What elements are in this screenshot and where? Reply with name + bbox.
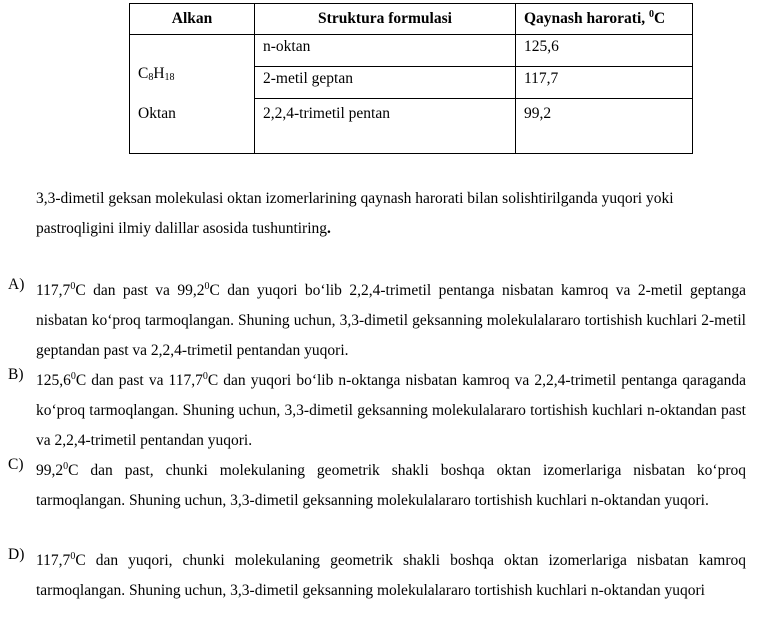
degree-sup: 0	[649, 9, 655, 20]
boiling-cell: 117,7	[516, 67, 693, 99]
header-structure: Struktura formulasi	[255, 4, 516, 35]
header-boiling-label: Qaynash harorati,	[524, 10, 650, 27]
question-end-mark: .	[327, 220, 331, 237]
table-row	[130, 35, 693, 67]
header-boiling-unit: C	[654, 10, 666, 27]
header-boiling-point	[516, 4, 693, 35]
header-alkan: Alkan	[130, 4, 255, 35]
table-header-row	[130, 4, 693, 35]
structure-cell: 2,2,4-trimetil pentan	[255, 99, 516, 154]
answer-option-d[interactable]	[8, 546, 746, 606]
answer-option-c[interactable]	[8, 456, 746, 516]
answer-option-a[interactable]	[8, 276, 746, 366]
question-text: 3,3-dimetil geksan molekulasi oktan izomerlarining qaynash harorati bilan solishtirilganda yuqori yoki pastroqligini ilmiy dalillar asosida tushuntiring.	[36, 190, 674, 237]
option-text: 125,6$^0$C dan past va 117,7$^0$C dan yuqori bo‘lib n-oktanga nisbatan kamroq va 2,2,4-trimetil pentanga qaraganda ko‘proq tarmoqlangan. Shuning uchun, 3,3-dimetil geksanning molekulalararo tortishish kuchlari n-oktandan past va 2,2,4-trimetil pentandan yuqori.	[36, 371, 746, 449]
boiling-point-table	[129, 3, 693, 154]
answer-option-b[interactable]	[8, 366, 746, 456]
option-letter: A)	[8, 276, 25, 293]
boiling-cell: 99,2	[516, 99, 693, 154]
option-letter: B)	[8, 366, 24, 383]
boiling-cell: 125,6	[516, 35, 693, 67]
structure-cell: n-oktan	[255, 35, 516, 67]
option-letter: C)	[8, 456, 24, 473]
alkane-name: Oktan	[138, 105, 176, 122]
option-letter: D)	[8, 546, 25, 563]
alkane-cell	[130, 35, 255, 154]
structure-cell: 2-metil geptan	[255, 67, 516, 99]
option-text: 117,7$^0$C dan yuqori, chunki molekulaning geometrik shakli boshqa oktan izomerlariga nisbatan kamroq tarmoqlangan. Shuning uchun, 3,3-dimetil geksanning molekulalararo tortishish kuchlari n-oktandan yuqori	[36, 551, 746, 599]
alkane-formula: $C_8H_{18}$	[138, 65, 175, 83]
option-text: 117,7$^0$C dan past va 99,2$^0$C dan yuqori bo‘lib 2,2,4-trimetil pentanga nisbatan kamroq va 2-metil geptanga nisbatan ko‘proq tarmoqlangan. Shuning uchun, 3,3-dimetil geksanning molekulalararo tortishish kuchlari 2-metil geptandan past va 2,2,4-trimetil pentandan yuqori.	[36, 281, 746, 359]
option-text: 99,2$^0$C dan past, chunki molekulaning geometrik shakli boshqa oktan izomerlariga nisbatan ko‘proq tarmoqlangan. Shuning uchun, 3,3-dimetil geksanning molekulalararo tortishish kuchlari n-oktandan yuqori.	[36, 461, 746, 509]
